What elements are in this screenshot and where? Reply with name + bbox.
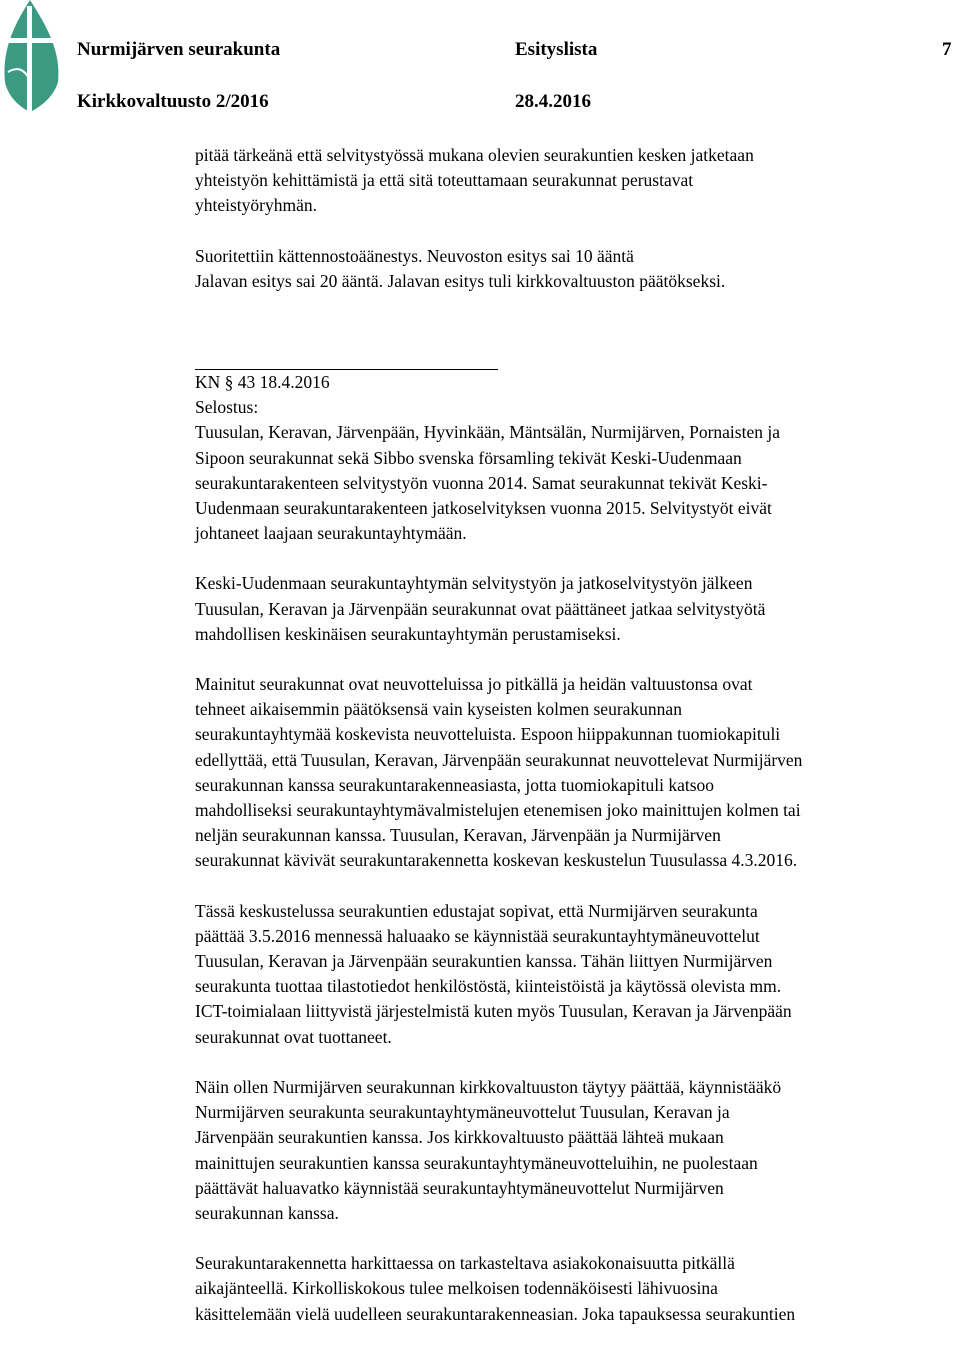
meeting-title: Kirkkovaltuusto 2/2016	[77, 91, 269, 112]
cross-leaf-logo-icon	[0, 0, 62, 112]
document-body	[195, 143, 957, 1327]
intro-paragraph	[195, 143, 957, 219]
paragraph	[195, 571, 957, 647]
paragraph-line: edellyttää, että Tuusulan, Keravan, Järvenpään seurakunnat neuvottelevat Nurmijärven	[195, 749, 803, 770]
paragraph-line: Nurmijärven seurakunta seurakuntayhtymäneuvottelut Tuusulan, Keravan ja	[195, 1102, 730, 1123]
paragraph-line: neljän seurakunnan kanssa. Tuusulan, Keravan, Järvenpään ja Nurmijärven	[195, 825, 721, 846]
paragraph-line: Uudenmaan seurakuntarakenteen jatkoselvityksen vuonna 2015. Selvitystyöt eivät	[195, 498, 772, 519]
organization-name: Nurmijärven seurakunta	[77, 39, 281, 60]
paragraph-line: päättävät haluavatko käynnistää seurakuntayhtymäneuvottelut Nurmijärven	[195, 1177, 724, 1198]
church-logo	[0, 0, 62, 112]
paragraph-line: Keski-Uudenmaan seurakuntayhtymän selvitystyön ja jatkoselvitystyön jälkeen	[195, 573, 753, 594]
paragraph-line: mahdollisen keskinäisen seurakuntayhtymän perustamiseksi.	[195, 623, 621, 644]
paragraph-line: seurakunnat kävivät seurakuntarakennetta koskevan keskustelun Tuusulassa 4.3.2016.	[195, 850, 798, 871]
meeting-date: 28.4.2016	[515, 91, 591, 112]
paragraph-line: seurakuntayhtymää koskevista neuvotteluista. Espoon hiippakunnan tuomiokapituli	[195, 724, 781, 745]
section-reference: KN § 43 18.4.2016	[195, 372, 330, 393]
paragraph-line: seurakuntarakenteen selvitystyön vuonna 2014. Samat seurakunnat tekivät Keski-	[195, 472, 768, 493]
paragraph-line: Sipoon seurakunnat sekä Sibbo svenska församling tekivät Keski-Uudenmaan	[195, 447, 742, 468]
paragraph-line: päättää 3.5.2016 mennessä haluaako se käynnistää seurakuntayhtymäneuvottelut	[195, 925, 760, 946]
section-label: Selostus:	[195, 397, 259, 418]
paragraph-line: mahdolliseksi seurakuntayhtymävalmistelujen etenemisen joko mainittujen kolmen tai	[195, 800, 801, 821]
paragraph-line: yhteistyöryhmän.	[195, 195, 317, 216]
paragraph	[195, 899, 957, 1050]
paragraph	[195, 672, 957, 874]
paragraph-line: yhteistyön kehittämistä ja että sitä toteuttamaan seurakunnat perustavat	[195, 170, 694, 191]
paragraph-line: seurakunta tuottaa tilastotiedot henkilöstöstä, kiinteistöistä ja käytössä olevista mm.	[195, 976, 782, 997]
paragraph-line: pitää tärkeänä että selvitystyössä mukana olevien seurakuntien kesken jatketaan	[195, 145, 754, 165]
paragraph-line: johtaneet laajaan seurakuntayhtymään.	[195, 523, 467, 544]
paragraph	[195, 1251, 957, 1327]
paragraph-line: aikajänteellä. Kirkolliskokous tulee melkoisen todennäköisesti lähivuosina	[195, 1278, 718, 1299]
paragraph-line: ICT-toimialaan liittyvistä järjestelmistä kuten myös Tuusulan, Keravan ja Järvenpään	[195, 1001, 792, 1022]
document-type: Esityslista	[515, 39, 598, 60]
paragraph-line: Mainitut seurakunnat ovat neuvotteluissa jo pitkällä ja heidän valtuustonsa ovat	[195, 674, 753, 695]
paragraph-line: Seurakuntarakennetta harkittaessa on tarkasteltava asiakokonaisuutta pitkällä	[195, 1253, 735, 1274]
paragraph-line: seurakunnat ovat tuottaneet.	[195, 1026, 392, 1047]
section-heading	[195, 370, 957, 420]
vote-paragraph	[195, 244, 957, 294]
paragraph-line: Tuusulan, Keravan ja Järvenpään seurakuntien kanssa. Tähän liittyen Nurmijärven	[195, 951, 773, 972]
paragraph-line: käsittelemään vielä uudelleen seurakuntarakenneasian. Joka tapauksessa seurakuntien	[195, 1303, 796, 1324]
paragraph-line: seurakunnan kanssa seurakuntarakenneasiasta, jotta tuomiokapituli katsoo	[195, 774, 715, 795]
paragraph-line: Suoritettiin kättennostoäänestys. Neuvoston esitys sai 10 ääntä	[195, 245, 634, 266]
paragraph-line: Näin ollen Nurmijärven seurakunnan kirkkovaltuuston täytyy päättää, käynnistääkö	[195, 1076, 782, 1097]
paragraph-line: mainittujen seurakuntien kanssa seurakuntayhtymäneuvotteluihin, ne puolestaan	[195, 1152, 758, 1173]
paragraph	[195, 420, 957, 546]
paragraph-line: Tässä keskustelussa seurakuntien edustajat sopivat, että Nurmijärven seurakunta	[195, 900, 758, 921]
paragraph	[195, 1075, 957, 1226]
paragraph-line: seurakunnan kanssa.	[195, 1202, 339, 1223]
page-number: 7	[942, 39, 952, 60]
paragraph-line: tehneet aikaisemmin päätöksensä vain kyseisten kolmen seurakunnan	[195, 699, 682, 720]
paragraph-line: Tuusulan, Keravan, Järvenpään, Hyvinkään, Mäntsälän, Nurmijärven, Pornaisten ja	[195, 422, 780, 443]
paragraph-line: Tuusulan, Keravan ja Järvenpään seurakunnat ovat päättäneet jatkaa selvitystyötä	[195, 598, 766, 619]
paragraph-line: Jalavan esitys sai 20 ääntä. Jalavan esitys tuli kirkkovaltuuston päätökseksi.	[195, 270, 726, 291]
paragraph-line: Järvenpään seurakuntien kanssa. Jos kirkkovaltuusto päättää lähteä mukaan	[195, 1127, 724, 1148]
